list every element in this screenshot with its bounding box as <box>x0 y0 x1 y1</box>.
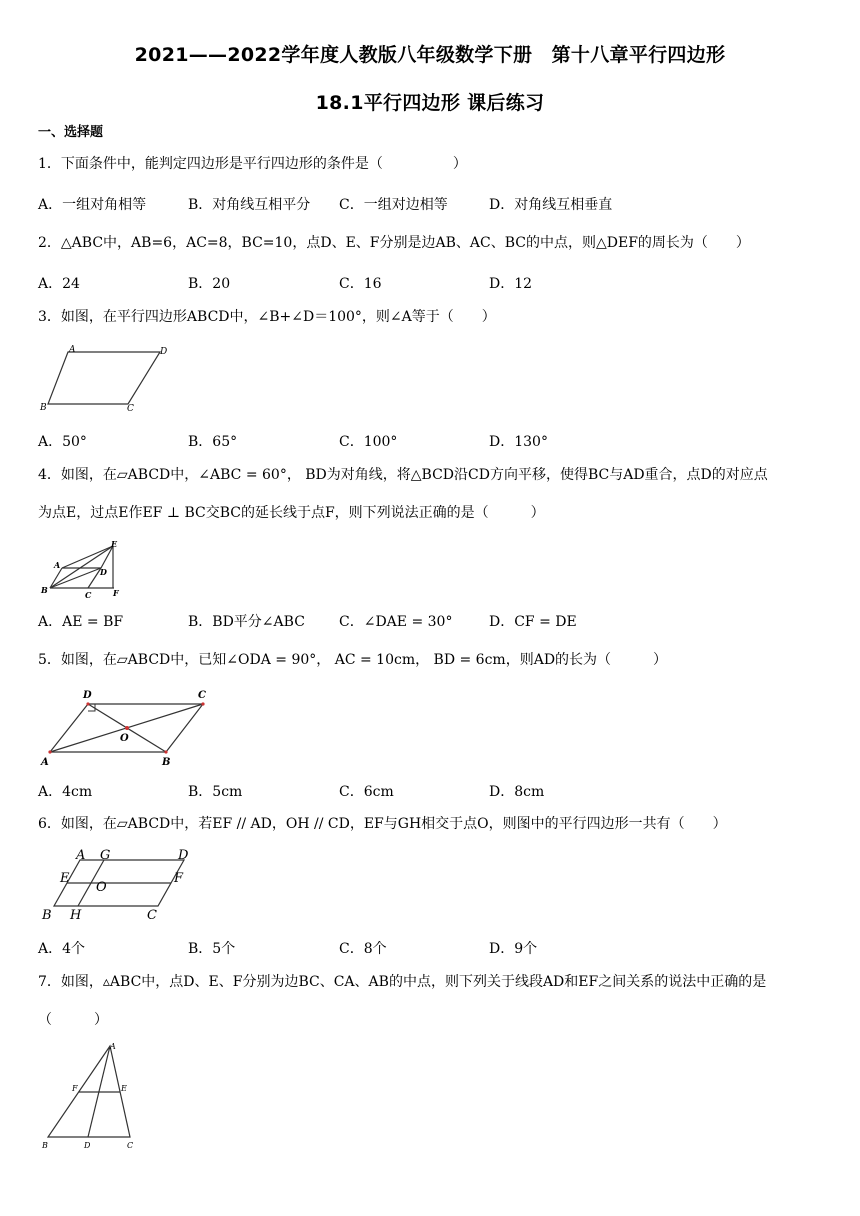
option-a[interactable]: A．AE = BF <box>38 614 124 630</box>
option-d[interactable]: D．9个 <box>489 941 538 957</box>
option-b[interactable]: B．5个 <box>188 941 236 957</box>
question-7-stem-line2: （ ） <box>38 1012 108 1028</box>
question-4-figure <box>38 538 128 600</box>
label-b: B <box>42 908 52 923</box>
label-d: D <box>160 347 168 357</box>
question-3-figure <box>38 342 178 414</box>
option-c[interactable]: C．∠DAE = 30° <box>339 614 453 630</box>
option-d[interactable]: D．130° <box>489 434 548 450</box>
label-b: B <box>162 757 171 768</box>
option-a[interactable]: A．50° <box>38 434 87 450</box>
label-b: B <box>42 1141 48 1150</box>
question-5-stem: 5．如图，在▱ABCD中，已知∠ODA = 90°， AC = 10cm， BD = 6cm，则AD的长为（ ） <box>38 652 668 668</box>
question-5-options <box>38 781 838 801</box>
option-c[interactable]: C．一组对边相等 <box>339 197 448 213</box>
label-a: A <box>76 848 86 863</box>
question-7-figure <box>38 1040 148 1156</box>
label-d: D <box>83 690 92 701</box>
label-f: F <box>72 1084 78 1093</box>
label-e: E <box>111 539 118 549</box>
page-title: 2021——2022学年度人教版八年级数学下册 第十八章平行四边形 <box>134 44 726 66</box>
label-f: F <box>113 588 119 598</box>
option-b[interactable]: B．20 <box>188 276 231 292</box>
question-6-figure <box>38 846 203 924</box>
question-1-stem: 1．下面条件中，能判定四边形是平行四边形的条件是（ ） <box>38 156 467 172</box>
label-c: C <box>85 590 92 600</box>
label-o: O <box>96 880 107 895</box>
option-a[interactable]: A．一组对角相等 <box>38 197 147 213</box>
label-h: H <box>70 908 82 923</box>
label-e: E <box>121 1084 127 1093</box>
option-c[interactable]: C．16 <box>339 276 382 292</box>
label-b: B <box>40 403 47 413</box>
section-heading: 一、选择题 <box>38 125 104 140</box>
label-c: C <box>127 1141 134 1150</box>
question-6-options <box>38 938 838 958</box>
label-o: O <box>120 733 129 744</box>
label-d: D <box>84 1141 91 1150</box>
option-c[interactable]: C．6cm <box>339 784 394 800</box>
option-b[interactable]: B．65° <box>188 434 238 450</box>
option-c[interactable]: C．8个 <box>339 941 387 957</box>
label-a: A <box>54 560 61 570</box>
question-3-options <box>38 431 838 451</box>
label-g: G <box>100 848 111 863</box>
label-c: C <box>127 404 134 414</box>
option-d[interactable]: D．8cm <box>489 784 545 800</box>
question-4-stem-line1: 4．如图，在▱ABCD中，∠ABC = 60°， BD为对角线，将△BCD沿CD方向平移，使得BC与AD重合，点D的对应点 <box>38 467 768 483</box>
question-3-stem: 3．如图，在平行四边形ABCD中，∠B+∠D＝100°，则∠A等于（ ） <box>38 309 496 325</box>
label-a: A <box>69 345 76 355</box>
question-1-options <box>38 194 838 214</box>
label-e: E <box>60 871 70 886</box>
label-b: B <box>41 585 48 595</box>
label-d: D <box>100 567 107 577</box>
label-d: D <box>178 848 189 863</box>
option-d[interactable]: D．12 <box>489 276 533 292</box>
label-c: C <box>198 690 206 701</box>
question-4-options <box>38 611 838 631</box>
label-f: F <box>174 871 184 886</box>
option-b[interactable]: B．5cm <box>188 784 243 800</box>
question-7-stem-line1: 7．如图，▵ABC中，点D、E、F分别为边BC、CA、AB的中点，则下列关于线段AD和EF之间关系的说法中正确的是 <box>38 974 767 990</box>
option-a[interactable]: A．4个 <box>38 941 86 957</box>
option-b[interactable]: B．对角线互相平分 <box>188 197 311 213</box>
option-d[interactable]: D．对角线互相垂直 <box>489 197 613 213</box>
option-d[interactable]: D．CF = DE <box>489 614 577 630</box>
option-a[interactable]: A．24 <box>38 276 80 292</box>
question-2-stem: 2．△ABC中，AB=6，AC=8，BC=10，点D、E、F分别是边AB、AC、BC的中点，则△DEF的周长为（ ） <box>38 235 750 251</box>
option-b[interactable]: B．BD平分∠ABC <box>188 614 305 630</box>
label-a: A <box>110 1042 116 1051</box>
option-c[interactable]: C．100° <box>339 434 398 450</box>
question-6-stem: 6．如图，在▱ABCD中，若EF // AD，OH // CD，EF与GH相交于点O，则图中的平行四边形一共有（ ） <box>38 816 727 832</box>
option-a[interactable]: A．4cm <box>38 784 93 800</box>
label-a: A <box>41 757 49 768</box>
question-2-options <box>38 273 838 293</box>
question-4-stem-line2: 为点E，过点E作EF ⊥ BC交BC的延长线于点F，则下列说法正确的是（ ） <box>38 505 545 521</box>
label-c: C <box>147 908 157 923</box>
question-5-figure <box>38 686 218 768</box>
page-subtitle: 18.1平行四边形 课后练习 <box>315 92 545 114</box>
